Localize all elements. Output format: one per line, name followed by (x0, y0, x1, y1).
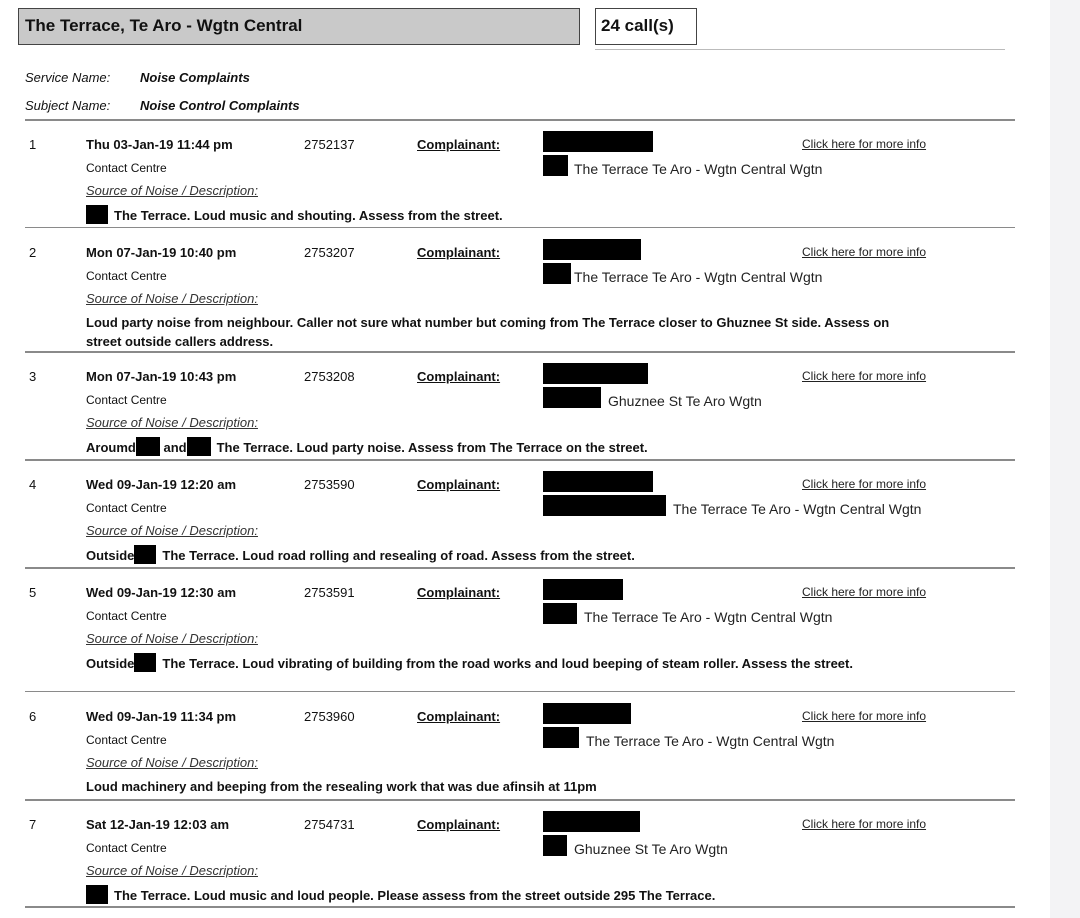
redacted-number (86, 885, 108, 904)
record-reference: 2753207 (304, 245, 355, 260)
complainant-label: Complainant: (417, 369, 501, 384)
complainant-label: Complainant: (417, 245, 501, 260)
subject-name-label: Subject Name: (25, 98, 111, 113)
record-address: The Terrace Te Aro - Wgtn Central Wgtn (586, 733, 835, 749)
record-number: 4 (29, 477, 37, 492)
header-divider (595, 49, 1005, 50)
redacted-address-number (543, 155, 568, 176)
source-label: Source of Noise / Description: (86, 863, 258, 878)
redacted-address-number (543, 263, 571, 284)
record-number: 7 (29, 817, 37, 832)
record-divider (25, 799, 1015, 801)
record-description: Loud machinery and beeping from the resealing work that was due afinsih at 11pm (86, 779, 597, 794)
record-datetime: Wed 09-Jan-19 12:20 am (86, 477, 237, 492)
more-info-link[interactable]: Click here for more info (802, 137, 927, 151)
source-label: Source of Noise / Description: (86, 631, 258, 646)
redacted-name (543, 811, 640, 832)
service-name-value: Noise Complaints (140, 70, 250, 85)
record-number: 6 (29, 709, 37, 724)
complainant-label: Complainant: (417, 817, 501, 832)
record-number: 2 (29, 245, 37, 260)
record-channel: Contact Centre (86, 269, 167, 283)
redacted-name (543, 703, 631, 724)
source-label: Source of Noise / Description: (86, 291, 258, 306)
record-datetime: Sat 12-Jan-19 12:03 am (86, 817, 230, 832)
record-divider (25, 459, 1015, 461)
service-name-label: Service Name: (25, 70, 111, 85)
record-description: Aroumd and The Terrace. Loud party noise. Assess from The Terrace on the street. (86, 437, 906, 457)
source-label: Source of Noise / Description: (86, 183, 258, 198)
complainant-label: Complainant: (417, 137, 501, 152)
more-info-link[interactable]: Click here for more info (802, 709, 927, 723)
redacted-name (543, 471, 653, 492)
more-info-link[interactable]: Click here for more info (802, 369, 927, 383)
record-number: 1 (29, 137, 37, 152)
record-divider (25, 906, 1015, 908)
record-description: The Terrace. Loud music and shouting. Assess from the street. (86, 205, 906, 225)
record-divider (25, 227, 1015, 228)
redacted-address-number (543, 387, 601, 408)
record-divider (25, 567, 1015, 569)
redacted-number (134, 545, 156, 564)
record-reference: 2753590 (304, 477, 355, 492)
page-margin-strip (1050, 0, 1080, 918)
redacted-number (136, 437, 160, 456)
redacted-address-number (543, 727, 579, 748)
more-info-link[interactable]: Click here for more info (802, 477, 927, 491)
record-reference: 2753960 (304, 709, 355, 724)
record-datetime: Thu 03-Jan-19 11:44 pm (86, 137, 233, 152)
source-label: Source of Noise / Description: (86, 523, 258, 538)
more-info-link[interactable]: Click here for more info (802, 585, 927, 599)
record-datetime: Mon 07-Jan-19 10:40 pm (86, 245, 237, 260)
record-description: Outside The Terrace. Loud vibrating of building from the road works and loud beeping of steam roller. Assess the street. (86, 653, 906, 673)
record-datetime: Wed 09-Jan-19 11:34 pm (86, 709, 237, 724)
record-description: Outside The Terrace. Loud road rolling and resealing of road. Assess from the street. (86, 545, 906, 565)
redacted-name (543, 131, 653, 152)
record-channel: Contact Centre (86, 609, 167, 623)
redacted-number (187, 437, 211, 456)
location-title: The Terrace, Te Aro - Wgtn Central (18, 8, 580, 45)
source-label: Source of Noise / Description: (86, 755, 258, 770)
record-datetime: Mon 07-Jan-19 10:43 pm (86, 369, 237, 384)
record-address: The Terrace Te Aro - Wgtn Central Wgtn (574, 269, 823, 285)
section-divider (25, 119, 1015, 121)
record-reference: 2752137 (304, 137, 355, 152)
record-number: 5 (29, 585, 37, 600)
redacted-number (86, 205, 108, 224)
record-address: The Terrace Te Aro - Wgtn Central Wgtn (574, 161, 823, 177)
record-divider (25, 351, 1015, 353)
redacted-address-number (543, 835, 567, 856)
record-datetime: Wed 09-Jan-19 12:30 am (86, 585, 237, 600)
complainant-label: Complainant: (417, 709, 501, 724)
service-name-row (25, 70, 250, 85)
more-info-link[interactable]: Click here for more info (802, 245, 927, 259)
record-channel: Contact Centre (86, 393, 167, 407)
redacted-name (543, 579, 623, 600)
record-description: Loud party noise from neighbour. Caller not sure what number but coming from The Terrace closer to Ghuznee St side. Assess on street outside callers address. (86, 315, 890, 349)
record-address: Ghuznee St Te Aro Wgtn (608, 393, 762, 409)
redacted-number (134, 653, 156, 672)
record-divider (25, 691, 1015, 692)
record-address: The Terrace Te Aro - Wgtn Central Wgtn (673, 501, 922, 517)
redacted-address-number (543, 603, 577, 624)
redacted-name (543, 363, 648, 384)
redacted-name (543, 239, 641, 260)
complainant-label: Complainant: (417, 477, 501, 492)
more-info-link[interactable]: Click here for more info (802, 817, 927, 831)
complainant-label: Complainant: (417, 585, 501, 600)
call-count: 24 call(s) (595, 8, 697, 45)
record-address: The Terrace Te Aro - Wgtn Central Wgtn (584, 609, 833, 625)
record-reference: 2753208 (304, 369, 355, 384)
record-channel: Contact Centre (86, 733, 167, 747)
record-address: Ghuznee St Te Aro Wgtn (574, 841, 728, 857)
record-number: 3 (29, 369, 37, 384)
record-reference: 2753591 (304, 585, 355, 600)
source-label: Source of Noise / Description: (86, 415, 258, 430)
record-channel: Contact Centre (86, 841, 167, 855)
record-channel: Contact Centre (86, 161, 167, 175)
record-description: The Terrace. Loud music and loud people. Please assess from the street outside 295 The Terrace. (86, 885, 906, 905)
redacted-address-number (543, 495, 666, 516)
subject-name-row (25, 98, 300, 113)
subject-name-value: Noise Control Complaints (140, 98, 300, 113)
record-reference: 2754731 (304, 817, 355, 832)
record-channel: Contact Centre (86, 501, 167, 515)
